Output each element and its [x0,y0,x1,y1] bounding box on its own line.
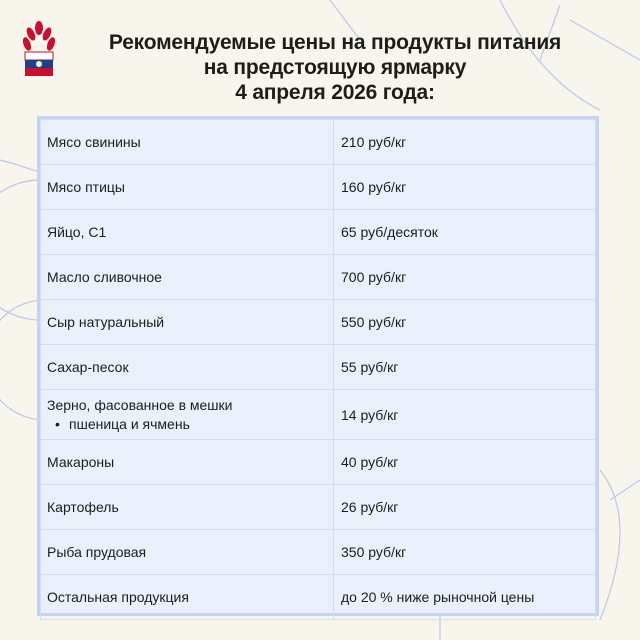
product-name-cell [41,300,334,345]
product-subitem [47,416,327,432]
product-price: 14 руб/кг [334,390,596,440]
page-title [70,30,600,105]
table-row [41,300,596,345]
title-line-1: Рекомендуемые цены на продукты питания [108,31,562,54]
title-line-3: 4 апреля 2026 года: [235,81,435,104]
product-name: Зерно, фасованное в мешки [47,397,233,413]
price-table-body [41,120,596,620]
table-row [41,255,596,300]
product-price: 700 руб/кг [334,255,596,300]
product-name-cell [41,390,334,440]
table-row [41,485,596,530]
table-row [41,165,596,210]
product-name-cell [41,165,334,210]
product-name-cell [41,120,334,165]
product-price: 210 руб/кг [334,120,596,165]
price-table [37,116,599,616]
product-name: Мясо птицы [47,179,125,195]
product-name-cell [41,345,334,390]
product-name-cell [41,255,334,300]
table-row [41,210,596,255]
title-line-2: на предстоящую ярмарку [203,56,467,79]
product-name-cell [41,440,334,485]
product-subitem-text: пшеница и ячмень [69,416,190,432]
product-name: Сыр натуральный [47,314,165,330]
product-name: Макароны [47,454,115,470]
product-price: 65 руб/десяток [334,210,596,255]
flag-icon [25,52,53,76]
table-row [41,120,596,165]
table-row [41,390,596,440]
product-price: 350 руб/кг [334,530,596,575]
table-row [41,575,596,620]
product-name-cell [41,530,334,575]
table-row [41,530,596,575]
table-row [41,345,596,390]
product-name-cell [41,210,334,255]
wheat-flag-logo [18,20,60,82]
wheat-icon [21,21,56,52]
product-name: Масло сливочное [47,269,162,285]
bullet-icon: • [55,416,60,432]
table-row [41,440,596,485]
product-name: Остальная продукция [47,589,189,605]
product-name-cell [41,575,334,620]
product-name: Сахар-песок [47,359,129,375]
product-name: Рыба прудовая [47,544,147,560]
product-price: 26 руб/кг [334,485,596,530]
product-name: Картофель [47,499,119,515]
product-price: 55 руб/кг [334,345,596,390]
product-name-cell [41,485,334,530]
product-price: до 20 % ниже рыночной цены [334,575,596,620]
product-price: 160 руб/кг [334,165,596,210]
product-price: 40 руб/кг [334,440,596,485]
product-price: 550 руб/кг [334,300,596,345]
product-name: Яйцо, С1 [47,224,107,240]
product-name: Мясо свинины [47,134,141,150]
